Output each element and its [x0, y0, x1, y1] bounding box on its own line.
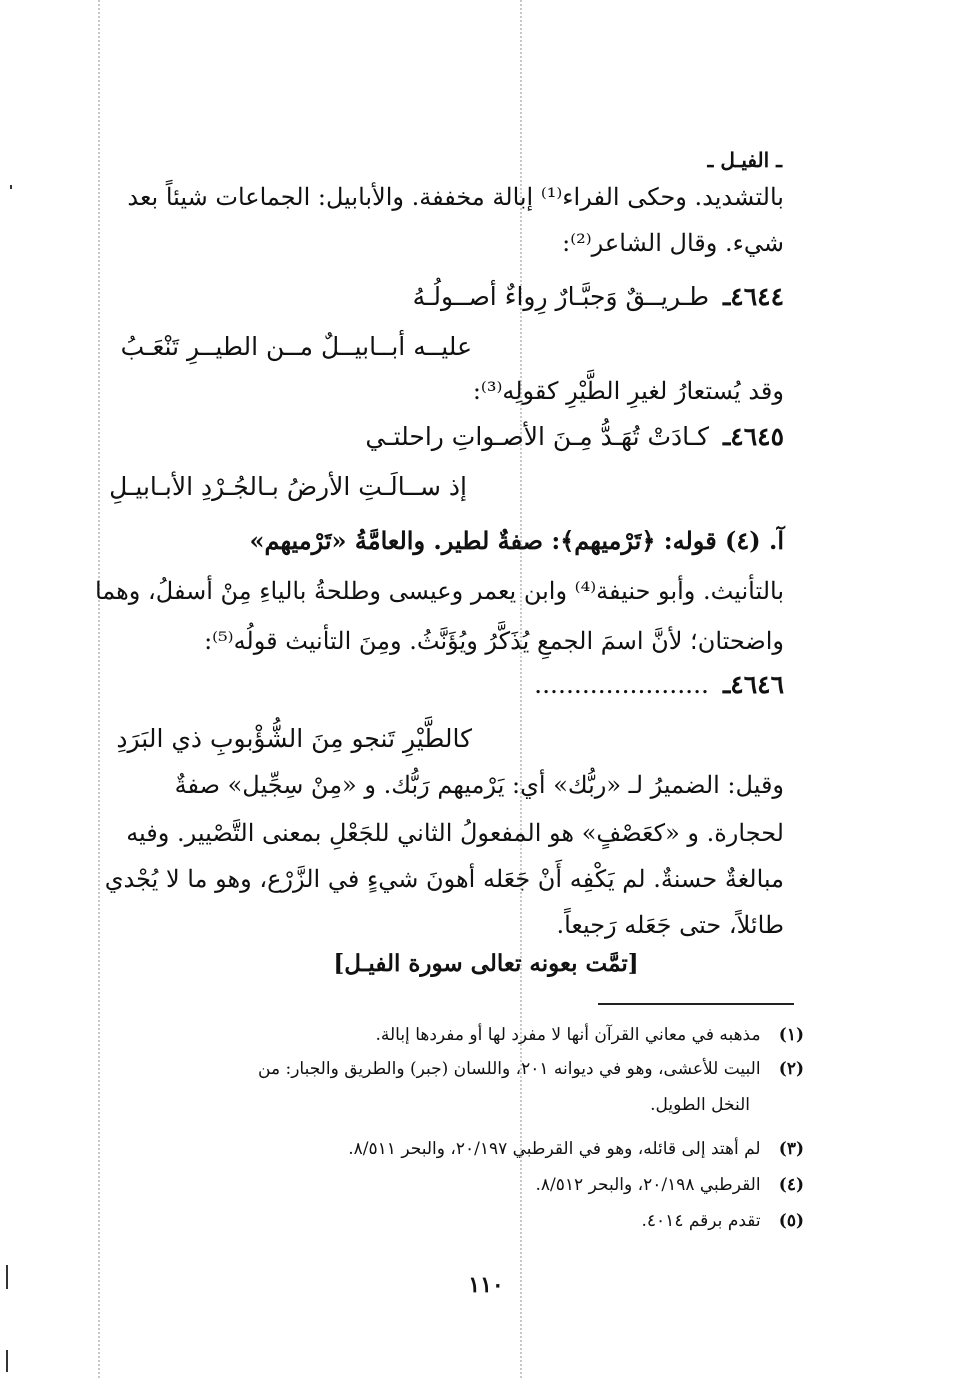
- text-line: واضحتان؛ لأنَّ اسمَ الجمعِ يُذَكَّرُ ويُؤَنَّثُ. ومِنَ التأنيث قولُه⁽⁵⁾:: [204, 627, 784, 655]
- text-line: وقيل: الضميرُ لـ «ربُّك» أي: يَرْميهم رَبُّك. و «مِنْ سِجِّيل» صفةٌ: [174, 771, 784, 799]
- verse-hemistich: كـادَتْ تُهَـدُّ مِـنَ الأصـواتِ راحلتـي: [365, 422, 709, 451]
- text-line-verse-4: آ. (٤) قوله: ﴿تَرْميهم﴾: صفةٌ لطير. والعامَّةُ «تَرْميهم»: [249, 526, 784, 555]
- footnote-key: (٣): [778, 1139, 804, 1159]
- verse-number: ٤٦٤٤ـ: [722, 282, 784, 311]
- footnote-continuation: النخل الطويل.: [650, 1095, 750, 1115]
- footnote-text: البيت للأعشى، وهو في ديوانه ٢٠١، واللسان (جبر) والطريق والجبار: من: [258, 1059, 761, 1079]
- scan-speck: [6, 1350, 8, 1372]
- fold-line-left: [98, 0, 100, 1378]
- text-line: طائلاً، حتى جَعَله رَجيعاً.: [556, 911, 784, 939]
- footnote-separator: [598, 1003, 794, 1005]
- footnote: [642, 1206, 804, 1236]
- surah-closing-note: [تمَّت بعونه تعالى سورة الفيـل]: [333, 950, 639, 977]
- text-line: وقد يُستعارُ لغيرِ الطَّيْرِ كقولِه⁽³⁾:: [472, 377, 784, 405]
- verse-4645-second: إذ ســالَـتِ الأرضُ بـالجُـرْدِ الأبـابيـلِ: [109, 472, 467, 501]
- verse-ellipsis: ......................: [534, 670, 709, 699]
- text-line: مبالغةٌ حسنةٌ. لم يَكْفِه أَنْ جَعَله أهونَ شيءٍ في الزَّرْع، وهو ما لا يُجْدي: [104, 865, 784, 893]
- footnote-key: (٥): [778, 1211, 804, 1231]
- footnote: [375, 1020, 804, 1050]
- verse-4645-first: [365, 420, 784, 454]
- footnote-key: (٢): [778, 1059, 804, 1079]
- footnote: [536, 1170, 804, 1200]
- text-line: بالتأنيث. وأبو حنيفة⁽⁴⁾ وابن يعمر وعيسى وطلحةُ بالياءِ مِنْ أسفلُ، وهما: [94, 577, 784, 605]
- text-line: شيء. وقال الشاعر⁽²⁾:: [562, 229, 784, 257]
- footnote-text: لم أهتد إلى قائله، وهو في القرطبي ٢٠/١٩٧، والبحر ٨/٥١١.: [348, 1139, 761, 1159]
- verse-number: ٤٦٤٥ـ: [722, 422, 784, 451]
- footnote-key: (١): [778, 1025, 804, 1045]
- verse-4646-second: كالطَّيْرِ تَنجو مِنَ الشُّؤْبوبِ ذي البَرَدِ: [116, 724, 472, 753]
- verse-number: ٤٦٤٦ـ: [722, 670, 784, 699]
- footnote-text: القرطبي ٢٠/١٩٨، والبحر ٨/٥١٢.: [535, 1175, 761, 1195]
- footnote: [258, 1054, 804, 1084]
- verse-4644-first: [413, 280, 784, 314]
- text-line: بالتشديد. وحكى الفراء⁽¹⁾ إبالة مخففة. والأبابيل: الجماعات شيئاً بعد: [127, 183, 784, 211]
- verse-4644-second: عليــه أبــابيــلٌ مــن الطيــرِ تَنْعَـبُ: [120, 332, 472, 361]
- footnote-text: تقدم برقم ٤٠١٤.: [641, 1211, 761, 1231]
- text-line: لحجارة. و «كعَصْفٍ» هو المفعولُ الثاني للجَعْلِ بمعنى التَّصْيير. وفيه: [126, 819, 784, 847]
- footnote: [348, 1134, 804, 1164]
- scan-speck: [10, 185, 12, 189]
- footnote-text: مذهبه في معاني القرآن أنها لا مفرد لها أو مفردها إبالة.: [375, 1025, 761, 1045]
- footnote-key: (٤): [778, 1175, 804, 1195]
- verse-4646-first: [534, 668, 784, 702]
- verse-hemistich: طـريــقٌ وَجبَّـارٌ رِواءٌ أصــولُـهُ: [412, 282, 709, 311]
- page-number: ١١٠: [468, 1272, 504, 1298]
- running-header: ـ الفيـل ـ: [707, 148, 782, 172]
